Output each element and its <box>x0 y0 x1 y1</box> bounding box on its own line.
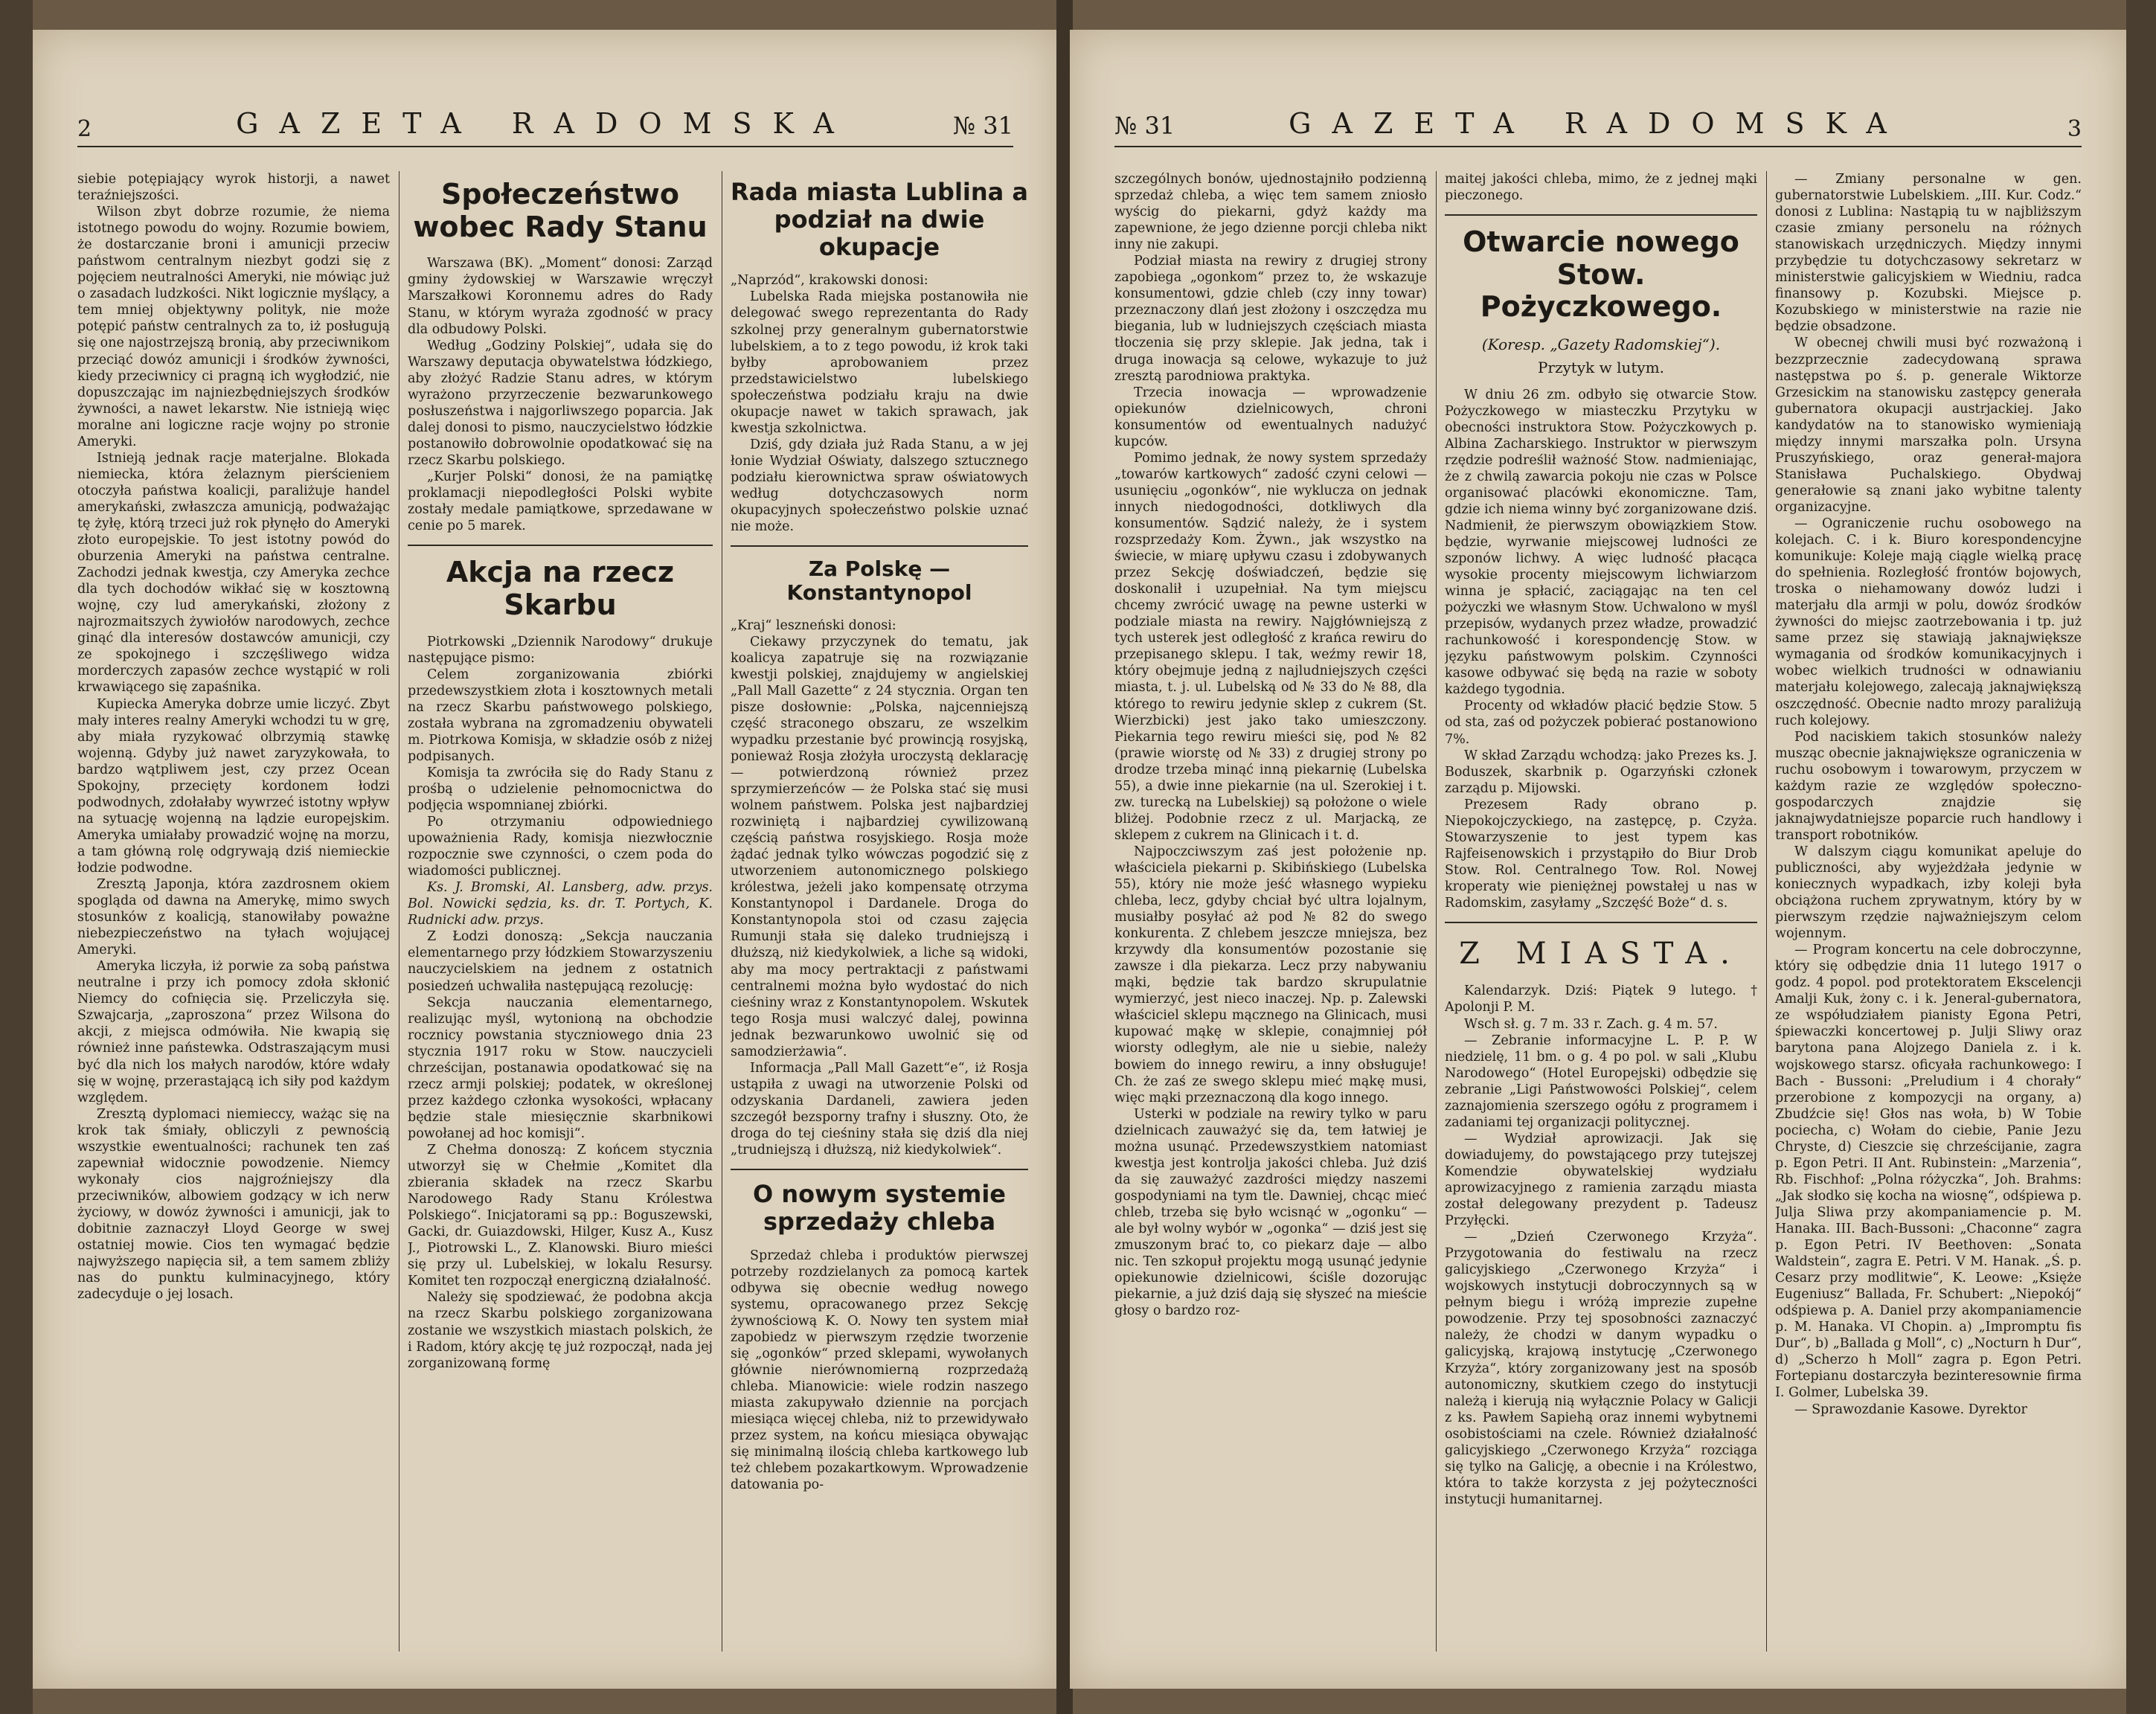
paragraph: maitej jakości chleba, mimo, że z jednej mąki pieczonego. <box>1445 172 1757 204</box>
left-background-strip <box>0 0 33 1714</box>
paragraph: Najpoczciwszym zaś jest położenie np. właściciela piekarni p. Skibińskiego (Lubelska 55), który nie może jeść własnego wypieku chleba, lecz, gdyby chciał być ultra lojalnym, musiałby posyłać aż pod № 82 do swego konkurenta. Z chlebem jeszcze mniejsza, bez krzywdy dla konsumentów pozostanie się zawsze i dla piekarza. Lecz przy nabywaniu mąki, będzie tak bardzo skrupulatnie wymierzyć, jest nieco inaczej. Np. p. Zalewski właściciel sklepu mącznego na Glinicach, musi kupować mąkę w sklepie, conajmniej pół wiorsty odległym, ale nie u siebie, należy bowiem do innego rewiru, a inny obsługuje! Ch. że zaś ze swego sklepu mieć mąkę musi, więc mąki przeznaczoną dla kogo innego. <box>1114 844 1427 1105</box>
news-item: — Wydział aprowizacji. Jak się dowiadujemy, do powstającego przy tutejszej Komendzie obywatelskiej wydziału aprowizacyjnego z ramienia zarządu miasta został delegowany prezydent p. Tadeusz Przyłęcki. <box>1445 1131 1757 1229</box>
paragraph: Trzecia inowacja — wprowadzenie opiekunów dzielnicowych, chroni konsumentów od ewentualnych nadużyć kupców. <box>1114 385 1427 449</box>
paragraph: W skład Zarządu wchodzą: jako Prezes ks. J. Boduszek, skarbnik p. Ogarzyński członek zarządu p. Mijowski. <box>1445 748 1757 796</box>
column-1 <box>1114 171 1427 1652</box>
article-heading: Społeczeństwo wobec Rady Stanu <box>413 178 708 243</box>
paragraph: Sprzedaż chleba i produktów pierwszej potrzeby rozdzielanych za pomocą kartek odbywa się obecnie według nowego systemu, opracowanego przez Sekcję żywnościową K. O. Nowy ten system miał zapobiedz w pierwszym rzędzie tworzenie się „ogonków“ przed sklepami, wywołanych głównie nierównomierną rozprzedażą chleba. Mianowicie: wiele rodzin naszego miasta zakupywało dziennie na porcjach miesiąca więcej chleba, niż to przewidywało przez system, na końcu miesiąca obywając się minimalną ilością chleba kartkowego lub też chlebem pozakartkowym. Wprowadzenie datowania po- <box>731 1248 1028 1493</box>
right-background-strip <box>2126 0 2156 1714</box>
section-divider <box>1445 922 1757 923</box>
column-3 <box>1775 171 2082 1652</box>
dateline: Przytyk w lutym. <box>1537 359 1665 377</box>
column-1 <box>77 171 390 1652</box>
paragraph: Z Chełma donoszą: Z końcem stycznia utworzył się w Chełmie „Komitet dla zbierania składek na rzecz Skarbu Narodowego Rady Stanu Królestwa Polskiego“. Inicjatorami są pp.: Boguszewski, Gacki, dr. Guiazdowski, Hilger, Kusz A., Kusz J., Piotrowski L., Z. Klanowski. Biuro mieści się przy ul. Lubelskiej, w lokalu Resursy. Komitet ten rozpoczął energiczną działalność. <box>408 1143 713 1289</box>
paragraph: Piotrkowski „Dziennik Narodowy“ drukuje następujące pismo: <box>408 634 713 666</box>
paragraph: „Kurjer Polski“ donosi, że na pamiątkę proklamacji niepodległości Polski wybite zostały medale pamiątkowe, sprzedawane w cenie po 5 marek. <box>408 469 713 534</box>
column-3 <box>731 171 1028 1652</box>
paragraph: Usterki w podziale na rewiry tylko w paru dzielnicach zauważyć się da, tem łatwiej je można usunąć. Przedewszystkiem natomiast kwestja jest kontrolja jakości chleba. Już dziś da się zauważyć zazdrości między naszemi gospodyniami na tym tle. Dawniej, chcąc mieć chleb, trzeba się było wcisnąć w „ogonku“ — ale był wolny wybór w „ogonka“ — dziś jest się zmuszonym brać to, co piekarz daje — albo nic. Ten szkopuł projektu mogą usunąć jedynie opiekunowie dzielnicowi, ściśle dozorując piekarnie, a już dziś dają się słyszeć na mieście głosy o bardzo roz- <box>1114 1106 1427 1319</box>
news-item: — Ograniczenie ruchu osobowego na kolejach. C. i k. Biuro korespondencyjne komunikuje: Koleje mają ciągle wielką pracę do spełnienia. Rozległość frontów bojowych, troska o niehamowany dowóz ludzi i materjału dla armji w polu, dowóz środków żywności do miejsc zaotrzebowania i tp. już same przez się stawiają jaknajwiększe wymagania od środków komunikacyjnych i wobec wielkich trudności w odnawianiu materjału kolejowego, zalecają jaknajwiększą oszczędność. Obecnie nadto mrozy paraliżują ruch kolejowy. <box>1775 516 2082 728</box>
article-heading: Rada miasta Lublina a podział na dwie okupacje <box>731 178 1028 261</box>
paragraph: Zresztą Japonja, która zazdrosnem okiem spogląda od dawna na Amerykę, mimo swych stosunków z koalicją, stanowiłaby poważne niebezpieczeństwo na tyłach wojującej Ameryki. <box>77 877 390 958</box>
paragraph: szczególnych bonów, ujednostajniło podzienną sprzedaż chleba, a więc tem samem zniosło wyścig do piekarni, gdyż każdy ma zapewnione, że jego dzienne porcji chleba nikt inny nie zakupi. <box>1114 172 1427 253</box>
masthead: GAZETA RADOMSKA <box>1289 107 1908 140</box>
correspondent-note: (Koresp. „Gazety Radomskiej“). <box>1481 336 1721 354</box>
article-heading: O nowym systemie sprzedaży chleba <box>753 1180 1006 1236</box>
news-item: — Sprawozdanie Kasowe. Dyrektor <box>1794 1402 2027 1417</box>
left-newspaper-page <box>33 30 1058 1689</box>
column-2 <box>1445 171 1757 1652</box>
paragraph: Procenty od wkładów płacić będzie Stow. 5 od sta, zaś od pożyczek pobierać postanowiono 7%. <box>1445 699 1757 747</box>
news-item: — Zebranie informacyjne L. P. P. W niedzielę, 11 bm. o g. 4 po pol. w sali „Klubu Narodowego“ (Hotel Europejski) odbędzie się zebranie „Ligi Państwowości Polskiej“, celem zaznajomienia szerszego ogółu z programem i zadaniami tej organizacji politycznej. <box>1445 1033 1757 1130</box>
masthead: GAZETA RADOMSKA <box>236 107 855 140</box>
page-number: 2 <box>77 116 92 142</box>
paragraph: Warszawa (BK). „Moment“ donosi: Zarząd gminy żydowskiej w Warszawie wręczył Marszałkowi Koronnemu adres do Rady Stanu, w którym wyraża zgodność w pracy dla odbudowy Polski. <box>408 256 713 337</box>
section-heading: Z MIASTA. <box>1459 937 1743 972</box>
paragraph: Wilson zbyt dobrze rozumie, że niema istotnego powodu do wojny. Rozumie bowiem, że dostarczanie broni i amunicji przeciw państwom centralnym niezbyt godzi się z pojęciem neutralności Ameryki, nie mówiąc już o zasadach ludzkości. Nikt logicznie myślący, a tem mniej objektywny polityk, nie może potępić państw centralnych za to, iż posługują się one najostrzejszą bronią, aby przeciwnikom przeciąć dowóz amunicji i środków żywności, kiedy przeciwnicy ci pragną ich wygłodzić, nie dopuszczając im najniezbędniejszych środków żywności, a nawet lekarstw. Nie istnieją więc moralne ani logiczne racje wojny po stronie Ameryki. <box>77 205 390 449</box>
paragraph: „Naprzód“, krakowski donosi: <box>731 273 928 289</box>
article-heading: Otwarcie nowego Stow. Pożyczkowego. <box>1463 225 1739 324</box>
paragraph: Należy się spodziewać, że podobna akcja na rzecz Skarbu polskiego zorganizowana zostanie we wszystkich miastach polskich, że i Radom, który akcję tę już rozpoczął, nada jej zorganizowaną formę <box>408 1290 713 1371</box>
paragraph: Według „Godziny Polskiej“, udała się do Warszawy deputacja obywatelstwa łódzkiego, aby złożyć Radzie Stanu adres, w którym wyrażono przyrzeczenie bezwarunkowego posłuszeństwa i najgorliwszego poparcia. Jak dalej donosi to pismo, nauczycielstwo łódzkie postanowiło dobrowolnie opodatkować się na rzecz Skarbu polskiego. <box>408 338 713 468</box>
article-heading: Akcja na rzecz Skarbu <box>446 556 675 621</box>
paragraph: Kupiecka Ameryka dobrze umie liczyć. Zbyt mały interes realny Ameryki wchodzi tu w grę, aby miała ryzykować olbrzymią stawkę wojenną. Gdyby już nawet zaryzykowała, to bardzo wątpliwem jest, czy przez Ocean Spokojny, przecięty kordonem łodzi podwodnych, zdołałaby wywrzeć istotny wpływ na sytuację wojenną na lądzie europejskim. Ameryka umiałaby prowadzić wojnę na morzu, a tam główną rolę odgrywają dziś niemieckie łodzie podwodne. <box>77 696 390 876</box>
column-2 <box>408 171 713 1652</box>
section-divider <box>731 545 1028 547</box>
article-heading: Za Polskę — Konstantynopol <box>786 556 972 606</box>
paragraph: Ameryka liczyła, iż porwie za sobą państwa neutralne i przy ich pomocy zdoła skłonić Niemcy do cofnięcia się. Przeliczyła się. Szwajcarja, „zaproszona“ przez Wilsona do akcji, z miejsca odmówiła. Nie kwapią się również inne państewka. Odstraszającym musi być dla nich los małych narodów, które wdały się w wojnę, przerastającą ich siły pod każdym względem. <box>77 959 390 1105</box>
left-page-header <box>77 101 1013 147</box>
news-item: — Program koncertu na cele dobroczynne, który się odbędzie dnia 11 lutego 1917 o godz. 4 popol. pod protektoratem Ekscelencji Amalji Kuk, żony c. i k. Jeneral-gubernatora, ze współudziałem pianisty Egona Petri, śpiewaczki koncertowej p. Julji Sliwy oraz barytona pana Alojzego Daniela z. i k. wojskowego starsz. oficyała rachunkowego: I Bach - Bussoni: „Preludium i 4 chorały“ przerobione z kompozycji na organy, a) Zbudźcie się! Głos nas woła, b) W Tobie pociecha, c) Wołam do ciebie, Panie Jezu Chryste, d) Cieszcie się chrześcijanie, zagra p. Egon Petri. II Ant. Rubinstein: „Marzenia“, Rb. Fischhof: „Polna różyczka“, Joh. Brahms: „Jak słodko się kocha na wiosnę“, odśpiewa p. Julja Sliwa przy akompaniamencie p. M. Hanaka. III. Bach-Bussoni: „Chaconne“ zagra p. Egon Petri. IV Beethoven: „Sonata Waldstein“, zagra E. Petri. V M. Hanak. „Ś. p. Cesarz przy modlitwie“, K. Leowe: „Księże Eugeniusz“ Ballada, Fr. Schubert: „Niepokój“ odśpiewa p. A. Daniel przy akompaniamencie p. M. Hanaka. VI Chopin. a) „Impromptu fis Dur“, b) „Ballada g Moll“, c) „Nocturn h Dur“, d) „Scherzo h Moll“ zagra p. Egon Petri. Fortepianu dostarczyła bezinteresownie firma I. Golmer, Lubelska 39. <box>1775 943 2082 1401</box>
news-item: — Zmiany personalne w gen. gubernatorstwie Lubelskiem. „III. Kur. Codz.“ donosi z Lublina: Nastąpią tu w najbliższym czasie zmiany personelu na różnych stanowiskach urzędniczych. Między innymi przybędzie tu dotychczasowy sekretarz w ministerstwie galicyjskiem w Wiedniu, radca finansowy p. Kozubski. Miejsce p. Kozubskiego w ministerstwie na razie nie będzie obsadzone. <box>1775 172 2082 335</box>
issue-number: № 31 <box>952 112 1013 140</box>
paragraph: W dalszym ciągu komunikat apeluje do publiczności, aby wyjeżdżała jedynie w koniecznych wypadkach, izby koleji była obciążona ruchem zprywatnym, który by w pierwszym rzędzie najważniejszym celom wojennym. <box>1775 844 2082 942</box>
paragraph: „Kraj“ leszneński donosi: <box>731 617 896 633</box>
paragraph: Istnieją jednak racje materjalne. Blokada niemiecka, która żelaznym pierścieniem otoczyła państwa koalicji, paraliżuje handel amerykański, zwłaszcza amunicją, podważając tę żyłę, którą trzeci już rok płynęło do Ameryki złoto europejskie. To jest istotny powód do oburzenia Ameryki na państwa centralne. Zachodzi jednak kwestja, czy Ameryka zechce dla tych dochodów wikłać się w kosztowną wojnę, czy lud amerykański, złożony z najrozmaitszych żywiołów narodowych, zechce ginąć dla interesów dostawców amunicji, czy ze spokojnego i szczęśliwego widza morderczych zapasów zechce wystąpić w roli krwawiącego się zapaśnika. <box>77 450 390 696</box>
issue-number: № 31 <box>1114 112 1175 140</box>
page-number: 3 <box>2067 116 2082 142</box>
paragraph: W dniu 26 zm. odbyło się otwarcie Stow. Pożyczkowego w miasteczku Przytyku w obecności instruktora Stow. Pożyczkowych p. Albina Zacharskiego. Instruktor w pierwszym rzędzie podreślił ważność Stow. nadmieniając, że z chwilą zawarcia pokoju nie czas w Polsce organisować placówki ekonomiczne. Tam, gdzie ich niema winny być zorganizowane dziś. Nadmienił, że pierwszym obowiązkiem Stow. będzie, wyrwanie miejscowej ludności ze szponów lichwy. A więc ludność płacąca wysokie procenty miejscowym lichwiarzom winna je spłacić, zaciągając na ten cel pożyczki we własnym Stow. Uchwalono w myśl przepisów, wydanych przez władze, prowadzić rachunkowość i korespondencję Stow. w języku państwowym polskim. Czynności kasowe odbywać się będą na razie w soboty każdego tygodnia. <box>1445 387 1757 698</box>
section-divider <box>731 1169 1028 1170</box>
paragraph: Ciekawy przyczynek do tematu, jak koalicya zapatruje się na rozwiązanie kwestji polskiej, znajdujemy w angielskiej „Pall Mall Gazette“ z 24 stycznia. Organ ten pisze dosłownie: „Polska, najcenniejszą część straconego obszaru, ze wszelkim wypadku przestanie być prowincją rosyjską, ponieważ Rosja złożyła uroczystą deklarację — potwierdzoną również przez sprzymierzeńców — że Polska stać się musi wolnem państwem. Polska jest najbardziej rozwiniętą i najbardziej cywilizowaną częścią państwa rosyjskiego. Rosja może żądać jednak tylko wówczas pogodzić się z utworzeniem autonomicznego polskiego królestwa, jeżeli jako kompensatę otrzyma Konstantynopol i Dardanele. Droga do Konstantynopola stoi od czasu zajęcia Rumunji stała się daleko trudniejszą i dłuższą, niż kiedykolwiek, a liche są widoki, aby ma mocy pertraktacji z państwami centralnemi można było wydostać do nich cieśniny wraz z Konstantynopolem. Wskutek tego Rosja musi walczyć dalej, powinna jednak bezwarunkowo uwolnić się od samodzierżawia“. <box>731 634 1028 1059</box>
column-rule <box>1436 171 1437 1652</box>
paragraph: Sekcja nauczania elementarnego, realizując myśl, wytonioną na obchodzie rocznicy powstania styczniowego dnia 23 stycznia 1917 roku w Stow. nauczycieli chrześcijan, postanawia opodatkować się na rzecz armji polskiej; podatek, w określonej przez każdego członka wysokości, wpłacany będzie stale miesięcznie skarbnikowi powołanej ad hoc komisji“. <box>408 995 713 1141</box>
news-item: — „Dzień Czerwonego Krzyża“. Przygotowania do festiwalu na rzecz galicyjskiego „Czerwonego Krzyża“ i wojskowych instytucji dobroczynnych są w pełnym biegu i wróżą imprezie zupełne powodzenie. Przy tej sposobności zaznaczyć należy, że chodzi w danym wypadku o galicyjską, krajową instytucję „Czerwonego Krzyża“, który zorganizowany jest na sposób autonomiczny, skutkiem czego do instytucji należą i kierują nią wyłącznie Polacy w Galicji z ks. Pawłem Sapiehą oraz innemi wybytnemi osobistościami na czele. Również działalność galicyjskiego „Czerwonego Krzyża“ rozciąga się tylko na Galicję, a obecnie i na Królestwo, która to także korzysta z jej pożyteczności instytucji humanitarnej. <box>1445 1230 1757 1507</box>
paragraph: Pomimo jednak, że nowy system sprzedaży „towarów kartkowych“ zadość czyni celowi — usunięciu „ogonków“, nie wyklucza on jednak innych niedogodności, dotkliwych dla konsumentów. Sądzić należy, że i system rozsprzedaży Kom. Żywn., jak wszystko na świecie, w miarę upływu czasu i zdobywanych przez Sekcję doświadczeń, będzie się doskonalił i uzupełniał. Na tym miejscu chcemy zwrócić uwagę na pewne usterki w podziale miasta na rewiry. Najgłówniejszą z tych usterek jest odległość z krańca rewiru do przepisanego sklepu. I tak, weźmy rewir 18, który obejmuje jedną z najludniejszych części miasta, t. j. ul. Lubelską od № 33 do № 88, dla którego to rewiru jedynie sklep z cukrem (St. Wierzbicki) jest jako tako umieszczony. Piekarnia tego rewiru mieści się, pod № 82 (prawie wiorstę od № 33) z drugiej strony po drodze trzeba minąć inną piekarnię (Lubelska 55), a dwie inne piekarnie (na ul. Szerokiej i t. zw. turecką na Lubelskiej) są położone o wiele bliżej. Podobnie rzecz z ul. Marjacką, ze sklepem z cukrem na Glinicach i t. d. <box>1114 450 1427 843</box>
paragraph: Prezesem Rady obrano p. Niepokojczyckiego, na zastępcę, p. Czyża. Stowarzyszenie to jest typem kas Rajfeisenowskich i przystąpiło do Biur Drob Stow. Rol. Centralnego Tow. Rol. Nowej kroperaty wie pieniężnej powstałej u nas w Radomskim, zasyłamy „Szczęść Boże“ d. s. <box>1445 797 1757 911</box>
paragraph: Celem zorganizowania zbiórki przedewszystkiem złota i kosztownych metali na rzecz Skarbu państwowego polskiego, została wybrana na zgromadzeniu obywateli m. Piotrkowa Komisja, w składzie osób z niżej podpisanych. <box>408 667 713 764</box>
paragraph: Zresztą dyplomaci niemieccy, ważąc się na krok tak śmiały, obliczyli z pewnością wszystkie ewentualności; rachunek ten zaś zapewniał widocznie powodzenie. Niemcy wykonały cios najgroźniejszy dla przeciwników, albowiem godzący w ich nerw życiowy, w dowóz żywności i amunicji, jak to dobitnie zaznaczył Lloyd George w swej ostatniej mowie. Cios ten wymagać będzie najwyższego napięcia sił, a tem samem zbliży nas do punktu kulminacyjnego, który zadecyduje o jej losach. <box>77 1106 390 1303</box>
paragraph: Komisja ta zwróciła się do Rady Stanu z prośbą o udzielenie pełnomocnictwa do podjęcia wspomnianej zbiórki. <box>408 765 713 814</box>
paragraph: Dziś, gdy działa już Rada Stanu, a w jej łonie Wydział Oświaty, dalszego sztucznego podziału kierownictwa spraw oświatowych według dotychczasowych norm okupacyjnych społeczeństwo polskie uznać nie może. <box>731 437 1028 535</box>
right-newspaper-page <box>1070 30 2126 1689</box>
sun-times: Wsch sł. g. 7 m. 33 r. Zach. g. 4 m. 57. <box>1464 1016 1718 1032</box>
paragraph: Informacja „Pall Mall Gazett“e“, iż Rosja ustąpiła z uwagi na utworzenie Polski od odzyskania Dardaneli, zawiera jeden szczegół bezsporny trafny i słuszny. Oto, że droga do tej cieśniny stała się dziś dla niej „trudniejszą i dłuższą, niż kiedykolwiek“. <box>731 1060 1028 1158</box>
paragraph: Po otrzymaniu odpowiedniego upoważnienia Rady, komisja niezwłocznie rozpocznie swe czynności, o czem poda do wiadomości publicznej. <box>408 815 713 879</box>
signatures: Ks. J. Bromski, Al. Lansberg, adw. przys. Bol. Nowicki sędzia, ks. dr. T. Portych, K. Rudnicki adw. przys. <box>408 880 713 928</box>
paragraph: Podział miasta na rewiry z drugiej strony zapobiega „ogonkom“ przez to, że wskazuje konsumentowi, gdzie chleb (czy inny towar) przeznaczony dlań jest złożony i oszczędza mu biegania, lub w ludniejszych częściach miasta tłoczenia się przy sklepie. Jak jedna, tak i druga inowacja są celowe, wykazuje to już zresztą parodniowa praktyka. <box>1114 254 1427 384</box>
column-rule <box>1766 171 1767 1652</box>
section-divider <box>1445 214 1757 216</box>
calendar-line: Kalendarzyk. Dziś: Piątek 9 lutego. † Apolonji P. M. <box>1445 983 1757 1015</box>
paragraph: W obecnej chwili musi być rozważoną i bezzprzecznie zadecydowaną sprawa następstwa po ś. p. generale Wiktorze Grzesickim na stanowisku zastępcy generała gubernatora okupacji austrjackiej. Jako kandydatów na to stanowisko wymieniają między innymi marszałka poln. Ursyna Pruszyńskiego, oraz generał-majora Stanisława Puchalskiego. Obydwaj generałowie są znani jako wybitne talenty organizacyjne. <box>1775 336 2082 515</box>
paragraph: Pod naciskiem takich stosunków należy musząc obecnie jaknajwiększe ograniczenia w ruchu osobowym i towarowym, przyczem w każdym razie ze względów społeczno-gospodarczych znajdzie się jaknajwydatniejsze poparcie ruch handlowy i transport robotników. <box>1775 729 2082 843</box>
paragraph: Lubelska Rada miejska postanowiła nie delegować swego reprezentanta do Rady szkolnej przy generalnym gubernatorstwie lubelskiem, a to z tego powodu, iż krok taki byłby aprobowaniem przez przedstawicielstwo lubelskiego społeczeństwa podziału kraju na dwie okupacje nawet w takich sprawach, jak kwestja szkolnictwa. <box>731 289 1028 436</box>
column-rule <box>399 171 400 1652</box>
paragraph: siebie potępiający wyrok historji, a nawet teraźniejszości. <box>77 172 390 204</box>
section-divider <box>408 545 713 546</box>
paragraph: Z Łodzi donoszą: „Sekcja nauczania elementarnego przy łódzkiem Stowarzyszeniu nauczycielskiem na jednem z ostatnich posiedzeń uchwaliła następującą rezolucję: <box>408 929 713 994</box>
right-page-header <box>1114 101 2082 147</box>
